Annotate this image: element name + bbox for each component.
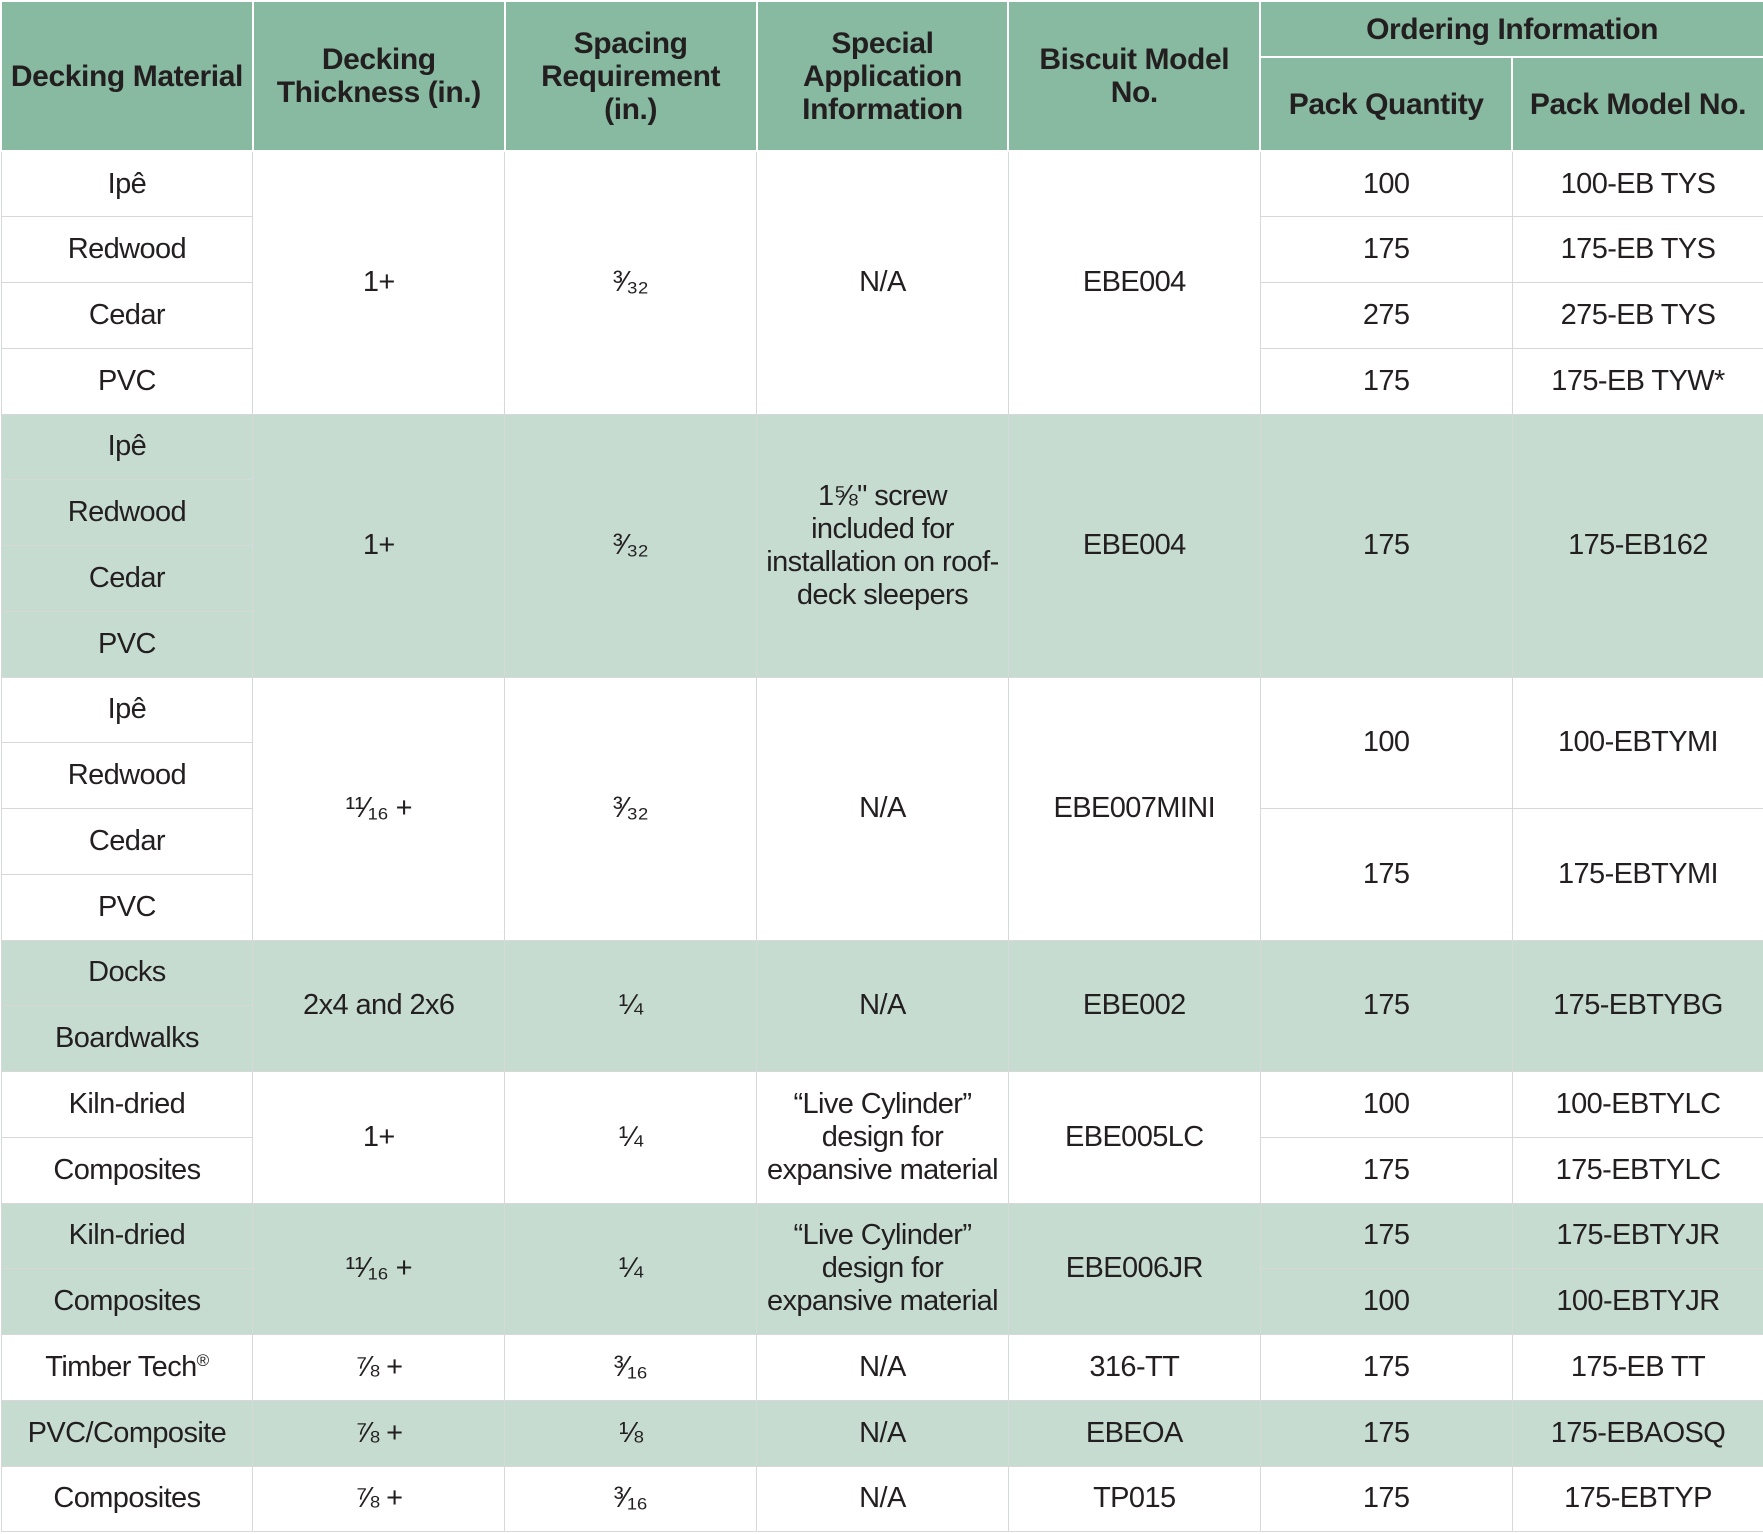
pack-model-cell: 275-EB TYS [1512,283,1763,349]
decking-thickness-cell: ⅞ + [253,1335,505,1401]
decking-material-cell: Redwood [1,480,253,546]
pack-quantity-cell: 100 [1260,677,1512,809]
decking-material-cell: Cedar [1,809,253,875]
decking-material-cell: Docks [1,940,253,1006]
pack-model-cell: 100-EBTYLC [1512,1072,1763,1138]
pack-quantity-cell: 100 [1260,151,1512,217]
pack-model-cell: 175-EB TYS [1512,217,1763,283]
table-row [1,414,1763,480]
header-decking-material: Decking Material [1,1,253,151]
special-application-cell: “Live Cylinder” design for expansive material [757,1072,1009,1204]
pack-quantity-cell: 175 [1260,1203,1512,1269]
special-application-cell: N/A [757,677,1009,940]
decking-thickness-cell: ⅞ + [253,1466,505,1532]
decking-material-cell: Ipê [1,151,253,217]
spacing-requirement-cell: ¼ [505,1203,757,1335]
pack-quantity-cell: 175 [1260,217,1512,283]
pack-model-cell: 175-EB162 [1512,414,1763,677]
biscuit-model-cell: EBE005LC [1008,1072,1260,1204]
table-header [1,1,1763,151]
biscuit-model-cell: EBEOA [1008,1400,1260,1466]
decking-material-cell: Redwood [1,743,253,809]
decking-thickness-cell: ¹¹⁄₁₆ + [253,677,505,940]
pack-model-cell: 100-EBTYJR [1512,1269,1763,1335]
decking-material-cell: Kiln-dried [1,1072,253,1138]
header-biscuit-model: Biscuit Model No. [1008,1,1260,151]
decking-material-cell: PVC [1,611,253,677]
decking-material-cell: Ipê [1,677,253,743]
pack-model-cell: 175-EBTYJR [1512,1203,1763,1269]
special-application-cell: N/A [757,1335,1009,1401]
biscuit-model-cell: EBE004 [1008,414,1260,677]
biscuit-model-cell: EBE007MINI [1008,677,1260,940]
decking-thickness-cell: 1+ [253,1072,505,1204]
decking-material-cell: Composites [1,1466,253,1532]
pack-model-cell: 100-EB TYS [1512,151,1763,217]
pack-quantity-cell: 175 [1260,1400,1512,1466]
pack-quantity-cell: 175 [1260,414,1512,677]
header-spacing-requirement: Spacing Requirement (in.) [505,1,757,151]
decking-material-cell: Redwood [1,217,253,283]
pack-model-cell: 175-EB TT [1512,1335,1763,1401]
table-row [1,940,1763,1006]
header-pack-model: Pack Model No. [1512,57,1763,151]
biscuit-model-cell: EBE004 [1008,151,1260,414]
decking-material-cell: Composites [1,1137,253,1203]
decking-material-cell: Timber Tech® [1,1335,253,1401]
table-row [1,1466,1763,1532]
special-application-cell: 1⅝" screw included for installation on roof-deck sleepers [757,414,1009,677]
spacing-requirement-cell: ³⁄₃₂ [505,151,757,414]
header-decking-thickness: Decking Thickness (in.) [253,1,505,151]
biscuit-model-cell: 316-TT [1008,1335,1260,1401]
registered-mark: ® [196,1350,209,1370]
spacing-requirement-cell: ³⁄₃₂ [505,414,757,677]
decking-material-cell: Boardwalks [1,1006,253,1072]
pack-quantity-cell: 275 [1260,283,1512,349]
pack-quantity-cell: 175 [1260,1466,1512,1532]
table-row [1,1335,1763,1401]
biscuit-model-cell: EBE006JR [1008,1203,1260,1335]
spacing-requirement-cell: ³⁄₁₆ [505,1466,757,1532]
pack-model-cell: 175-EBAOSQ [1512,1400,1763,1466]
pack-quantity-cell: 100 [1260,1269,1512,1335]
pack-quantity-cell: 175 [1260,809,1512,941]
pack-model-cell: 100-EBTYMI [1512,677,1763,809]
decking-material-cell: PVC [1,874,253,940]
pack-quantity-cell: 175 [1260,348,1512,414]
special-application-cell: N/A [757,1466,1009,1532]
spacing-requirement-cell: ³⁄₁₆ [505,1335,757,1401]
decking-material-cell: PVC/Composite [1,1400,253,1466]
table-row [1,1072,1763,1138]
decking-thickness-cell: 1+ [253,414,505,677]
decking-material-cell: PVC [1,348,253,414]
table-body [1,151,1763,1532]
pack-model-cell: 175-EBTYP [1512,1466,1763,1532]
decking-material-cell: Cedar [1,283,253,349]
decking-thickness-cell: ¹¹⁄₁₆ + [253,1203,505,1335]
decking-material-cell: Kiln-dried [1,1203,253,1269]
pack-quantity-cell: 100 [1260,1072,1512,1138]
table-row [1,677,1763,743]
table-row [1,1203,1763,1269]
header-ordering-information: Ordering Information [1260,1,1763,57]
biscuit-model-cell: EBE002 [1008,940,1260,1072]
decking-material-cell: Cedar [1,546,253,612]
special-application-cell: N/A [757,151,1009,414]
spacing-requirement-cell: ¼ [505,1072,757,1204]
table-row [1,1400,1763,1466]
decking-material-cell: Ipê [1,414,253,480]
table-row [1,151,1763,217]
pack-quantity-cell: 175 [1260,1335,1512,1401]
decking-thickness-cell: 2x4 and 2x6 [253,940,505,1072]
spacing-requirement-cell: ³⁄₃₂ [505,677,757,940]
special-application-cell: N/A [757,940,1009,1072]
pack-model-cell: 175-EB TYW* [1512,348,1763,414]
special-application-cell: “Live Cylinder” design for expansive material [757,1203,1009,1335]
spacing-requirement-cell: ⅛ [505,1400,757,1466]
header-pack-quantity: Pack Quantity [1260,57,1512,151]
decking-material-cell: Composites [1,1269,253,1335]
decking-thickness-cell: 1+ [253,151,505,414]
decking-thickness-cell: ⅞ + [253,1400,505,1466]
pack-model-cell: 175-EBTYMI [1512,809,1763,941]
special-application-cell: N/A [757,1400,1009,1466]
pack-model-cell: 175-EBTYLC [1512,1137,1763,1203]
pack-model-cell: 175-EBTYBG [1512,940,1763,1072]
pack-quantity-cell: 175 [1260,1137,1512,1203]
biscuit-model-cell: TP015 [1008,1466,1260,1532]
spacing-requirement-cell: ¼ [505,940,757,1072]
header-special-application: Special Application Information [757,1,1009,151]
pack-quantity-cell: 175 [1260,940,1512,1072]
